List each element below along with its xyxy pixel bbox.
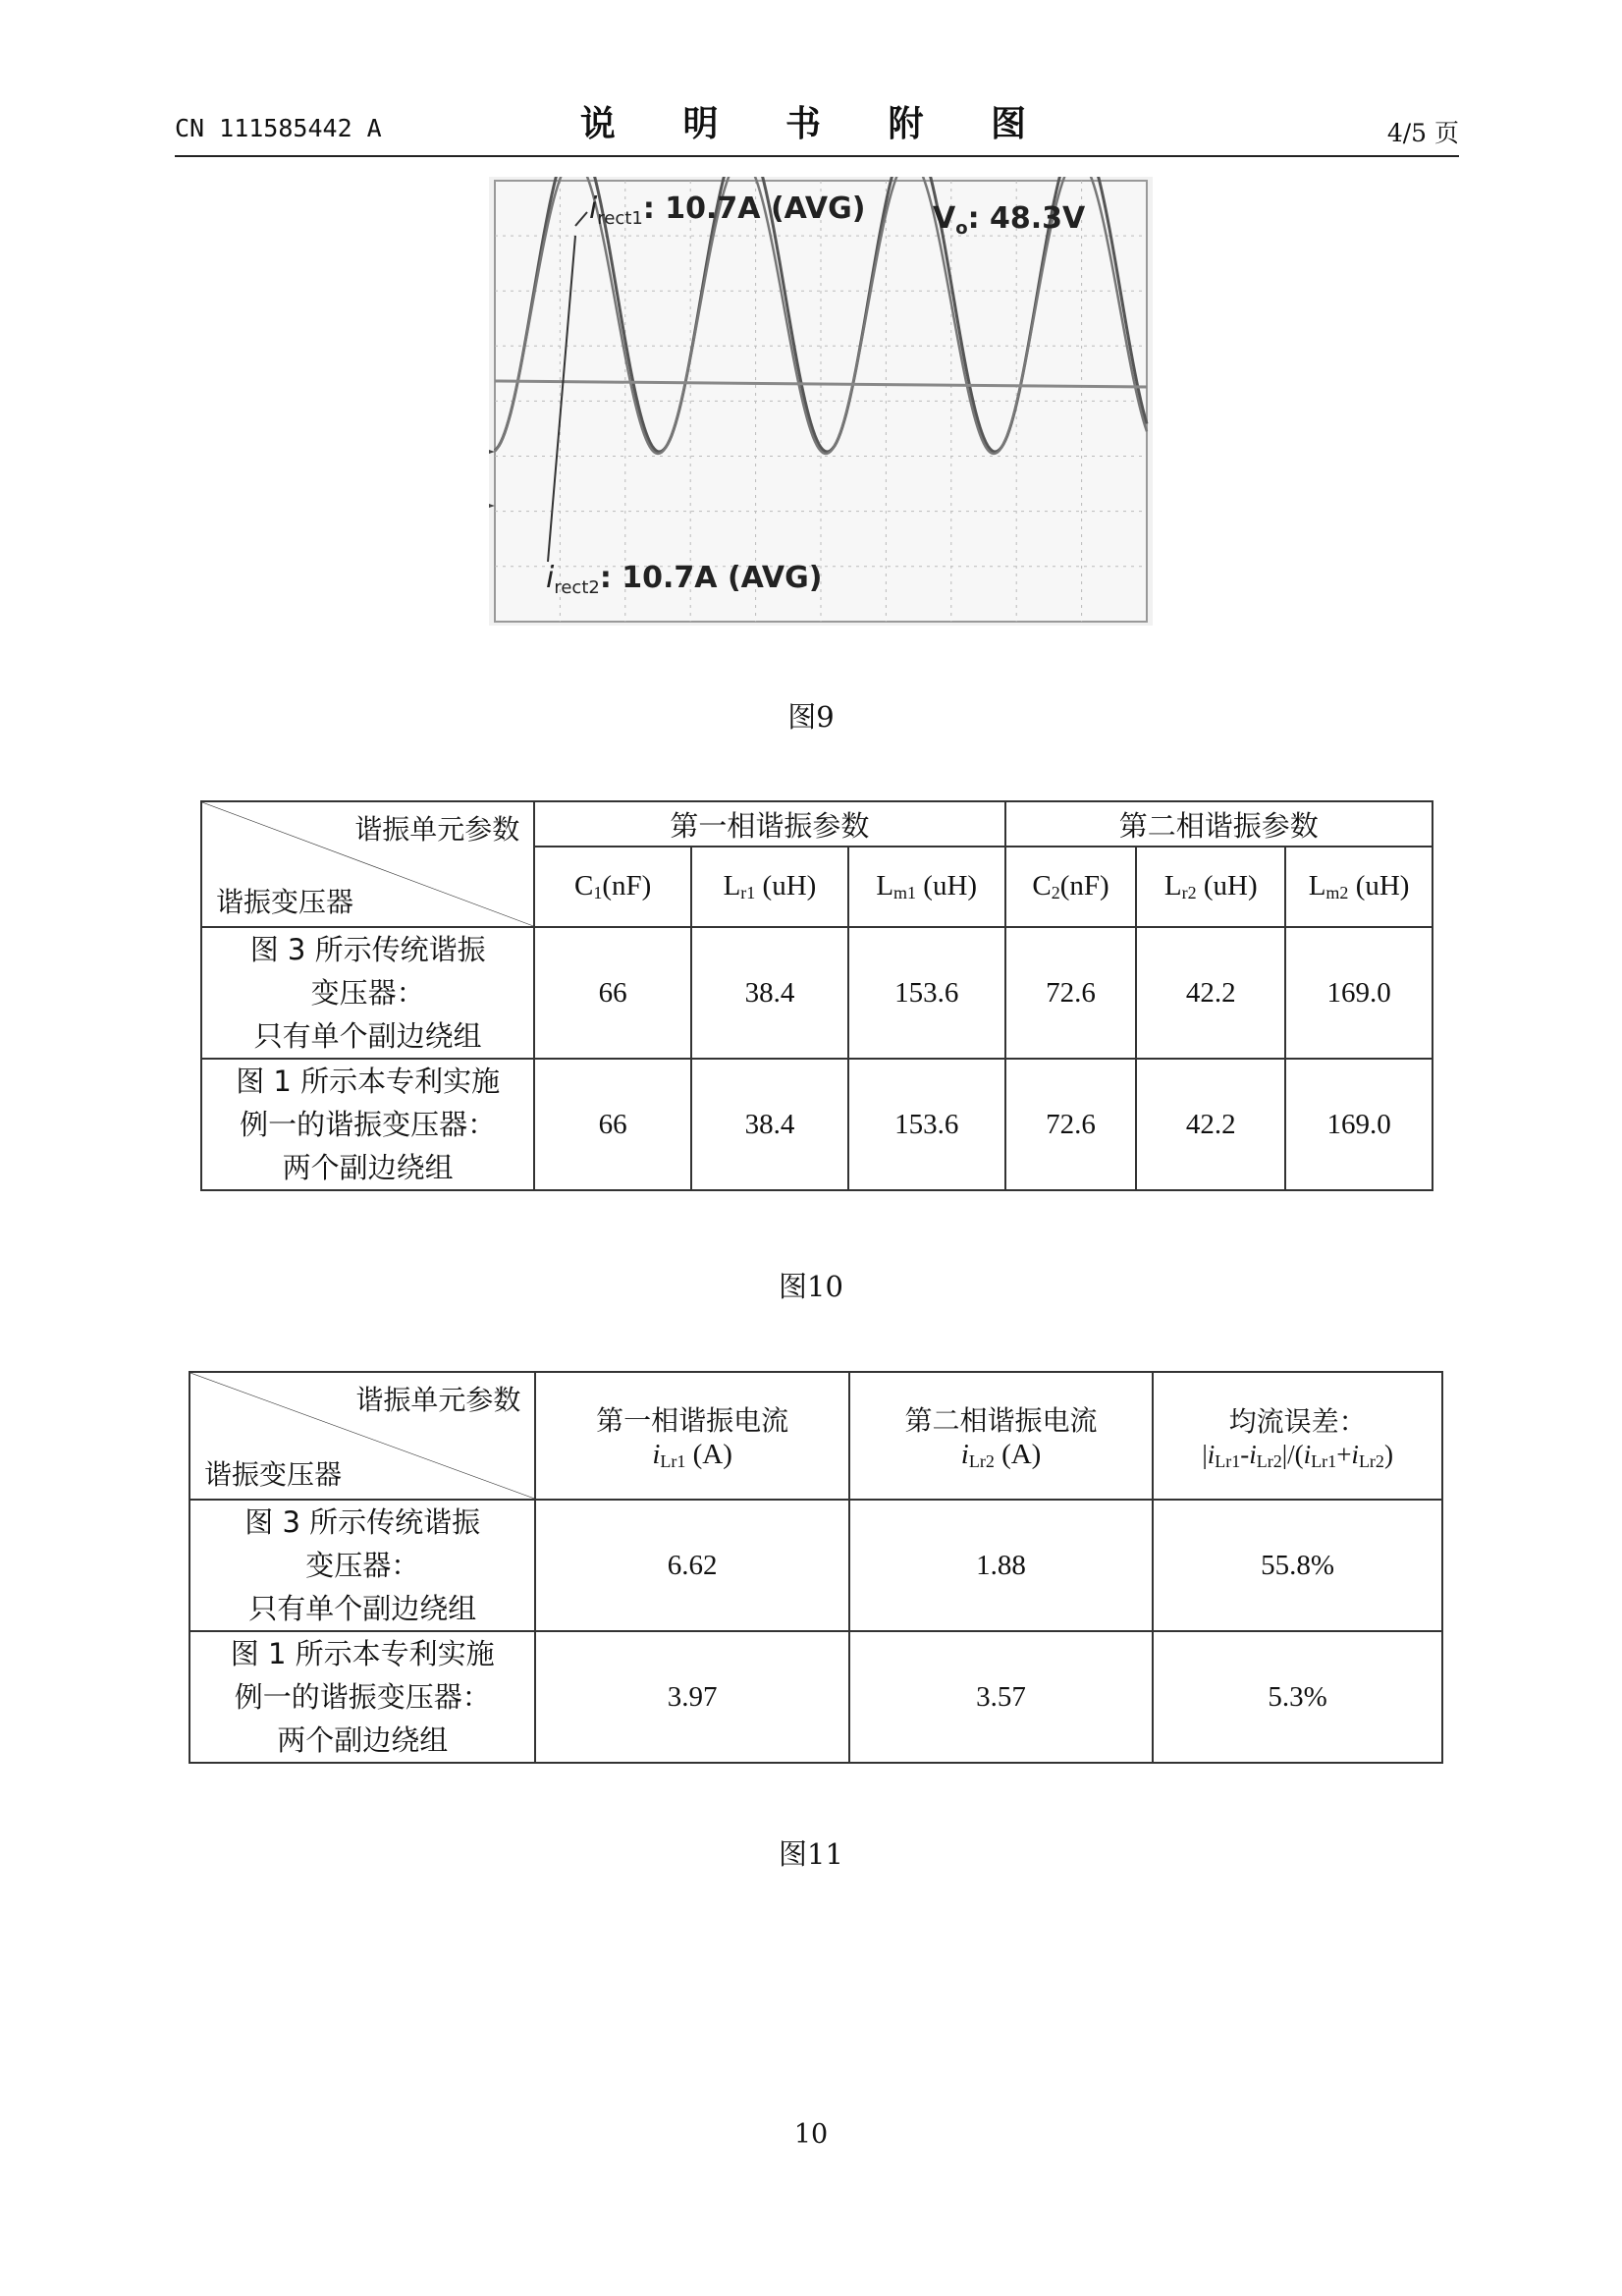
label-irect1: $i_{rect1}$: 10.7A (AVG) (589, 191, 866, 229)
table-cell: 153.6 (848, 1059, 1005, 1190)
table-row (201, 1059, 1433, 1190)
doc-number: CN 111585442 A (175, 114, 382, 142)
table-cell: 55.8% (1153, 1500, 1442, 1631)
table-cell: 5.3% (1153, 1631, 1442, 1763)
label-vo: $V_o$: 48.3V (933, 201, 1086, 239)
column-header: $L_{m1}$ (uH) (848, 847, 1005, 927)
table-row (201, 927, 1433, 1059)
corner-top-label: 谐振单元参数 (354, 813, 520, 846)
group-header-phase2: 第二相谐振参数 (1005, 801, 1433, 847)
table-cell: 72.6 (1005, 927, 1137, 1059)
group-header-phase1: 第一相谐振参数 (534, 801, 1004, 847)
table-cell: 153.6 (848, 927, 1005, 1059)
figure-10-table (200, 800, 1433, 1191)
page-of: 4/5 页 (1386, 119, 1459, 147)
table-cell: 169.0 (1285, 1059, 1433, 1190)
label-irect2: $i_{rect2}$: 10.7A (AVG) (546, 561, 823, 598)
row-label: 图 1 所示本专利实施 例一的谐振变压器： 两个副边绕组 (189, 1631, 535, 1763)
corner-top-label: 谐振单元参数 (355, 1384, 521, 1416)
table-cell: 3.97 (535, 1631, 848, 1763)
page-title: 说 明 书 附 图 (579, 104, 1054, 144)
table-cell: 6.62 (535, 1500, 848, 1631)
corner-bottom-label: 谐振变压器 (216, 886, 354, 918)
row-label: 图 1 所示本专利实施 例一的谐振变压器： 两个副边绕组 (201, 1059, 534, 1190)
table-corner-cell (201, 801, 534, 927)
oscilloscope-figure (489, 177, 1153, 626)
table-cell: 3.57 (849, 1631, 1153, 1763)
column-header: $C_1(nF)$ (534, 847, 691, 927)
figure-11-table (189, 1371, 1443, 1764)
row-label: 图 3 所示传统谐振 变压器： 只有单个副边绕组 (201, 927, 534, 1059)
table-cell: 42.2 (1136, 1059, 1285, 1190)
figure-9-caption: 图9 (787, 700, 835, 734)
figure-10-caption: 图10 (779, 1270, 843, 1303)
table-cell: 38.4 (691, 927, 848, 1059)
table-cell: 66 (534, 927, 691, 1059)
page-number: 10 (793, 2119, 829, 2150)
table-row (189, 1500, 1442, 1631)
table-cell: 72.6 (1005, 1059, 1137, 1190)
column-header-phase1-current: 第一相谐振电流 $i_{Lr1}$ (A) (535, 1372, 848, 1500)
corner-bottom-label: 谐振变压器 (204, 1458, 343, 1491)
row-label: 图 3 所示传统谐振 变压器： 只有单个副边绕组 (189, 1500, 535, 1631)
page-header (175, 96, 1459, 157)
table-cell: 1.88 (849, 1500, 1153, 1631)
figure-11-caption: 图11 (779, 1837, 843, 1871)
table-cell: 169.0 (1285, 927, 1433, 1059)
column-header: $L_{r2}$ (uH) (1136, 847, 1285, 927)
table-cell: 66 (534, 1059, 691, 1190)
column-header: $L_{r1}$ (uH) (691, 847, 848, 927)
column-header-current-sharing-error: 均流误差： $|i_{Lr1}-i_{Lr2}|/(i_{Lr1}+i_{Lr2})$ (1153, 1372, 1442, 1500)
column-header: $C_2(nF)$ (1005, 847, 1137, 927)
column-header: $L_{m2}$ (uH) (1285, 847, 1433, 927)
table-cell: 42.2 (1136, 927, 1285, 1059)
table-cell: 38.4 (691, 1059, 848, 1190)
table-corner-cell (189, 1372, 535, 1500)
table-row (189, 1631, 1442, 1763)
column-header-phase2-current: 第二相谐振电流 $i_{Lr2}$ (A) (849, 1372, 1153, 1500)
